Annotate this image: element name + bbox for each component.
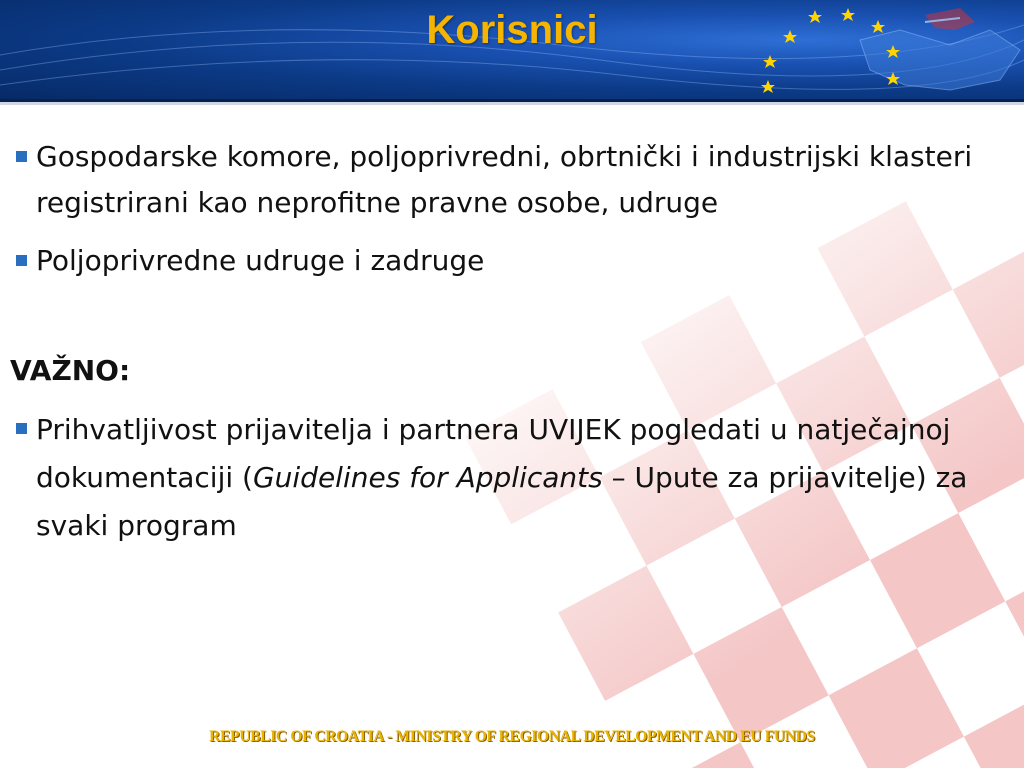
- list-item: [14, 134, 1004, 226]
- slide-title: Korisnici: [426, 8, 598, 52]
- slide-header: [0, 0, 1024, 100]
- square-bullet-icon: [16, 255, 27, 266]
- bullet-text-italic: Guidelines for Applicants: [252, 461, 603, 494]
- bullet-text: Gospodarske komore, poljoprivredni, obrtnički i industrijski klasteri registrirani kao neprofitne pravne osobe, udruge: [36, 140, 973, 219]
- important-heading: VAŽNO:: [10, 354, 131, 387]
- bullet-text: Poljoprivredne udruge i zadruge: [36, 244, 485, 277]
- bullet-text-before: Prihvatljivost prijavitelja i partnera UVIJEK pogledati u natječajnoj dokumentaciji (: [36, 413, 951, 494]
- header-divider-light: [0, 102, 1024, 105]
- slide-footer: REPUBLIC OF CROATIA - MINISTRY OF REGIONAL DEVELOPMENT AND EU FUNDS: [209, 728, 815, 745]
- eu-star-icon: [763, 55, 777, 68]
- square-bullet-icon: [16, 423, 27, 434]
- list-item: [14, 238, 1004, 284]
- square-bullet-icon: [16, 151, 27, 162]
- eu-star-icon: [761, 80, 775, 93]
- bullet-text-after: – Upute za prijavitelje) za svaki program: [36, 461, 968, 542]
- slide-body: [10, 134, 1004, 550]
- list-item: [14, 406, 1004, 550]
